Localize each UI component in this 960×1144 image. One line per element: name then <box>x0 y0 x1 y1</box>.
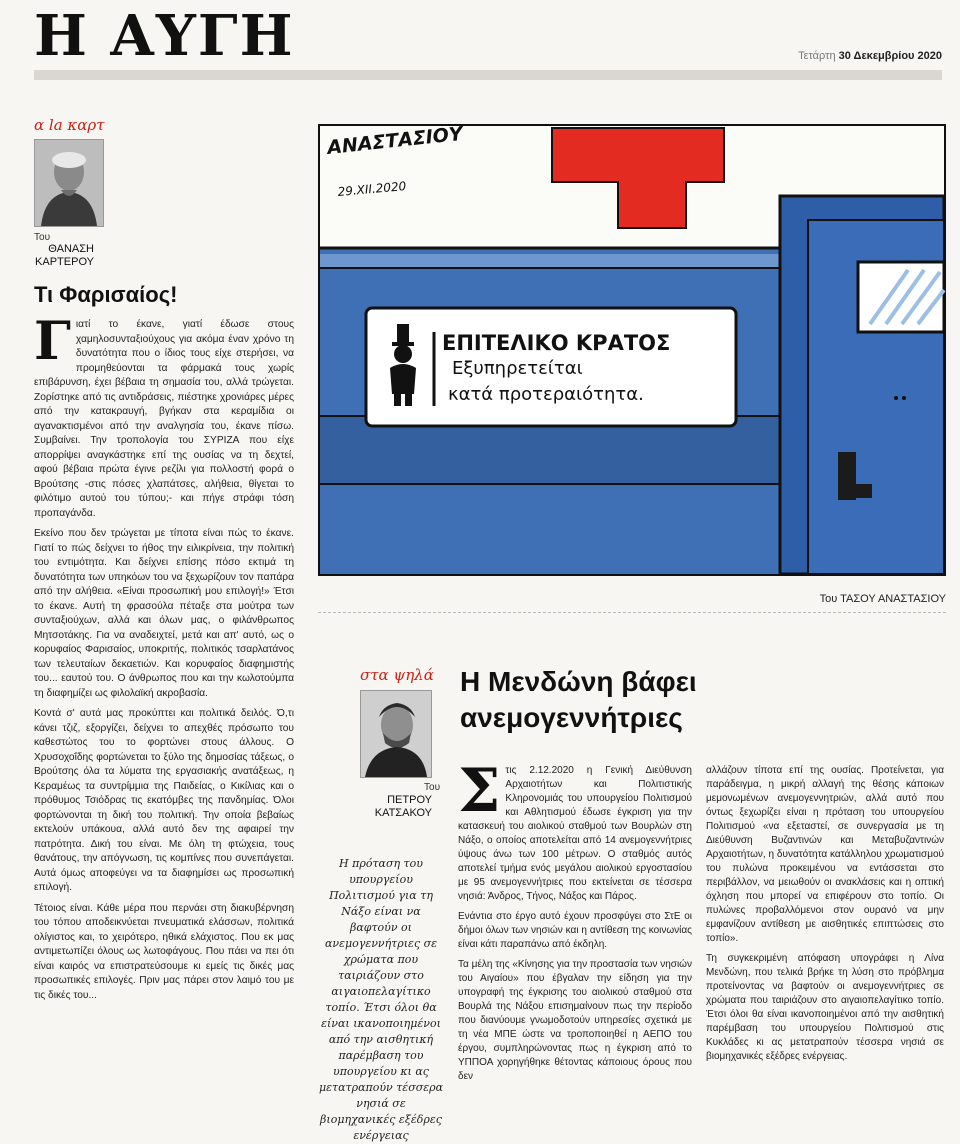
column-paragraph-text: ιατί το έκανε, γιατί έδωσε στους χαμηλοσυνταξιούχους για ακόμα έναν χρόνο τη δυνατότητα που ο ίδιος τους είχε στερήσει, να προμηθεύονται τα φάρμακά τους χωρίς επιβάρυνση, έχει βέβαια τη σημασία του, αλλά τρώγεται. Ζορίστηκε από τις αντιδράσεις, πιέστηκε χρονιάρες μέρες από την κατακραυγή, βγήκαν στα κεραμίδια οι αγανακτισμένοι από την αναλγησία του, έκανε πίσω. Συμβαίνει. Την τροπολογία του ΣΥΡΙΖΑ που είχε απορρίψει αναγκάστηκε επί της ουσίας να τη δεχτεί, αφού βέβαια πρώτα έγινε ρεζίλι για πολλοστή φορά ο Βρούτσης -στις πόσες χλαπάτσες, αλήθεια, θίγεται το φιλότιμο αυτού του τύπου;- και πήγε στράφι τόση προπαγάνδα. <box>34 319 294 519</box>
issue-date-full: 30 Δεκεμβρίου 2020 <box>838 50 942 62</box>
article-paragraph: Ενάντια στο έργο αυτό έχουν προσφύγει στο ΣτΕ οι δήμοι όλων των νησιών και η αντίθεση της κοινωνίας είναι κάτι παραπάνω από έκδηλη. <box>458 911 692 950</box>
article-headline <box>460 664 697 736</box>
cartoon-drawing <box>318 124 946 576</box>
column-rubric: α la καρτ <box>34 116 105 134</box>
section-divider <box>318 612 946 613</box>
author-portrait-icon <box>35 140 103 226</box>
sign-line-2: Εξυπηρετείται <box>452 358 583 379</box>
column-headline: Τι Φαρισαίος! <box>34 282 178 307</box>
article-author-photo <box>360 690 432 778</box>
column-paragraph: Κοντά σ' αυτά μας προκύπτει και πολιτικά δειλός. Ό,τι κάνει τζιζ, εξοργίζει, δείχνει το απεχθές πρόσωπο του καθεστώτος του το φορτώνει στους άλλους. Ο Χρυσοχοΐδης φορτώνεται το ξύλο της δημοσίας τάξεως, ο Βρούτσης όλα τα λύματα της εργασιακής ανατάξεως, η Κεραμέως τα συντρίμμια της Παιδείας, ο Κικίλιας και ο πρόθυμος Τσιόδρας τις εκατόμβες της πανδημίας. Όλοι φορτώνονται τη δική του πολιτική. Την οποία βεβαίως εκτελούν υπάκουα, αλλά αυτό δεν της αφαιρεί την πατρότητα. Δική του είναι. Με όλη τη φτώχεια, τους θανάτους, την απόγνωση, τις κομπίνες που συνεπάγεται. Αυτά όμως αποφεύγει να τα διαφημίσει ως προσωπική επιλογή. <box>34 708 294 893</box>
article-pullquote: Η πρόταση του υπουργείου Πολιτισμού για τη Νάξο είναι να βαφτούν οι ανεμογεννήτριες σε χρώματα που ταιριάζουν στο αιγαιοπελαγίτικο τοπίο. Έτσι όλοι θα είναι ικανοποιημένοι από την αισθητική παρέμβαση του υπουργείου κι ας μετατραπούν τέσσερα νησιά σε βιομηχανικές εξέδρες ενέργειας <box>318 857 444 1142</box>
article-paragraph-text: τις 2.12.2020 η Γενική Διεύθυνση Αρχαιοτήτων και Πολιτιστικής Κληρονομιάς του υπουργείου Πολιτισμού και Αθλητισμού έδωσε έγκριση για την κατασκευή του αιολικού σταθμού των Βουρλών στη Νάξο, ο οποίος αποτελείται από 14 ανεμογεννήτριες ύψους άνω των 100 μέτρων. Ο σταθμός αυτός αποτελεί τμήμα ενός μεγάλου αιολικού εργοστασίου με 95 ανεμογεννήτριες που εκτείνεται σε τέσσερα νησιά: Άνδρος, Τήνος, Νάξος και Πάρος. <box>458 765 692 902</box>
sign-line-3: κατά προτεραιότητα. <box>448 384 644 405</box>
column-body <box>34 311 294 1009</box>
cartoon-signature: ΑΝΑΣΤΑΣΙΟΥ <box>326 124 464 159</box>
article-paragraph: αλλάζουν τίποτα επί της ουσίας. Προτείνεται, για παράδειγμα, η μικρή αλλαγή της θέσης κάποιων μεμονωμένων ανεμογεννητριών, αλλά αυτό που όντως ξεχωρίζει είναι η πρόταση του υπουργείου Πολιτισμού «να εξεταστεί, σε συνεργασία με τη Διεύθυνση Βυζαντινών και Μεταβυζαντινών Αρχαιοτήτων, η δυνατότητα κατάλληλου χρωματισμού του πυλώνα προκειμένου να εντάσσεται στο περιβάλλον, να μειωθούν οι ανακλάσεις και η οπτική όχληση που μπορεί να επιφέρουν στο τοπίο. Οι πυλώνες προβαλλόμενοι στον ουρανό να μην εμφανίζουν αντίθεση με αισθητικές επιπτώσεις στο τοπίο». <box>706 765 944 944</box>
author-name <box>34 243 94 269</box>
article-headline-line-1: Η Μενδώνη βάφει <box>460 666 697 697</box>
author-photo <box>34 139 104 227</box>
article-paragraph <box>458 756 692 904</box>
article-author-portrait-icon <box>361 691 431 777</box>
article-headline-line-2: ανεμογεννήτριες <box>460 702 683 733</box>
cartoon-credit: Του ΤΑΣΟΥ ΑΝΑΣΤΑΣΙΟΥ <box>819 593 946 605</box>
article-column-b <box>706 764 944 1070</box>
article-rubric: στα ψηλά <box>360 666 434 684</box>
article-column-a <box>458 756 692 1090</box>
article-paragraph: Τη συγκεκριμένη απόφαση υπογράφει η Λίνα Μενδώνη, που τελικά βρήκε τη λύση στο πρόβλημα προτείνοντας να βαφτούν οι ανεμογεννήτριες σε χρώματα που ταιριάζουν στο αιγαιοπελαγίτικο τοπίο. Έτσι όλοι θα είναι ικανοποιημένοι από την αισθητική παρέμβαση του υπουργείου Πολιτισμού στις Κυκλάδες κι ας μετατραπούν τέσσερα νησιά σε βιομηχανικές εξέδρες ενέργειας. <box>706 953 944 1062</box>
article-author-last-name: ΚΑΤΣΑΚΟΥ <box>374 807 432 819</box>
author-first-name: ΘΑΝΑΣΗ <box>48 243 94 255</box>
cartoon <box>318 124 946 576</box>
column-paragraph: Τέτοιος είναι. Κάθε μέρα που περνάει στη διακυβέρνηση του τόπου αποδεικνύεται πνευματικά ελάσσων, πολιτικά ολίγιστος και, το χειρότερο, ηθικά ελάχιστος. Που εκ μας αντιμετωπίζει όλους ως λωτοφάγους. Που πάει να πει ότι είναι καιρός να επιστρατεύσουμε κι εμείς τις δικές μας προσωπικές επιλογές. Πριν μας πάρει στον λαιμό του με τις δικές του... <box>34 902 294 1001</box>
column-dropcap: Γ <box>34 311 71 372</box>
column-paragraph <box>34 311 294 521</box>
article-author-first-name: ΠΕΤΡΟΥ <box>387 794 432 806</box>
article-author-name <box>360 794 432 820</box>
cartoon-signature-date: 29.XII.2020 <box>337 179 407 199</box>
column-paragraph: Εκείνο που δεν τρώγεται με τίποτα είναι πώς το έκανε. Γιατί το πώς δείχνει το ήθος την ειλικρίνεια, την πολιτική του εντιμότητα. Και δείχνει επίσης πόσο εκτιμά τη δυνατότητα των υπηκόων του να ξεχωρίζουν τον παπάρα από την αλήθεια. «Είναι προσωπική μου επιλογή!» Έτσι το έκανε. Αυτή τη φρασούλα πέταξε στα μούτρα των συνταξιούχων, αλλά και όλων μας, ο φιλάνθρωπος Μητσοτάκης. Για να αναδειχτεί, μετά και απ' αυτό, ως ο κορυφαίος Φαρισαίος, υποκριτής, πολιτικός τσαρλατάνος των τελευταίων δεκαετιών. Και κορυφαίος διαφημιστής του... εαυτού του. Ο άνθρωπος που και την κωλοτούμπα τη διαφημίζει ως φιλολαϊκή ακροβασία. <box>34 528 294 699</box>
author-last-name: ΚΑΡΤΕΡΟΥ <box>35 256 94 268</box>
issue-date <box>798 50 942 62</box>
issue-date-day: Τετάρτη <box>798 50 836 62</box>
article-paragraph: Τα μέλη της «Κίνησης για την προστασία των νησιών του Αιγαίου» που έβγαλαν την είδηση για την υπογραφή της έγκρισης του αιολικού σταθμού στα Βουρλά της Νάξου επισημαίνουν πως την περίοδο που διανύουμε γνωμοδοτούν υπηρεσίες σχετικά με τη νέα ΜΠΕ ώστε να τροποποιηθεί η ΑΕΠΟ του έργου, συμπληρώνοντας πως η έγκριση από το ΥΠΠΟΑ χορηγήθηκε θέτοντας κάποιους όρους που δεν <box>458 959 692 1082</box>
article-dropcap: Σ <box>458 756 501 826</box>
masthead-rule <box>34 70 942 80</box>
byline-prefix: Του <box>34 232 51 243</box>
masthead-title: Η ΑΥΓΗ <box>34 3 295 69</box>
sign-title: ΕΠΙΤΕΛΙΚΟ ΚΡΑΤΟΣ <box>442 331 671 355</box>
article-byline-prefix: Του <box>424 782 441 793</box>
